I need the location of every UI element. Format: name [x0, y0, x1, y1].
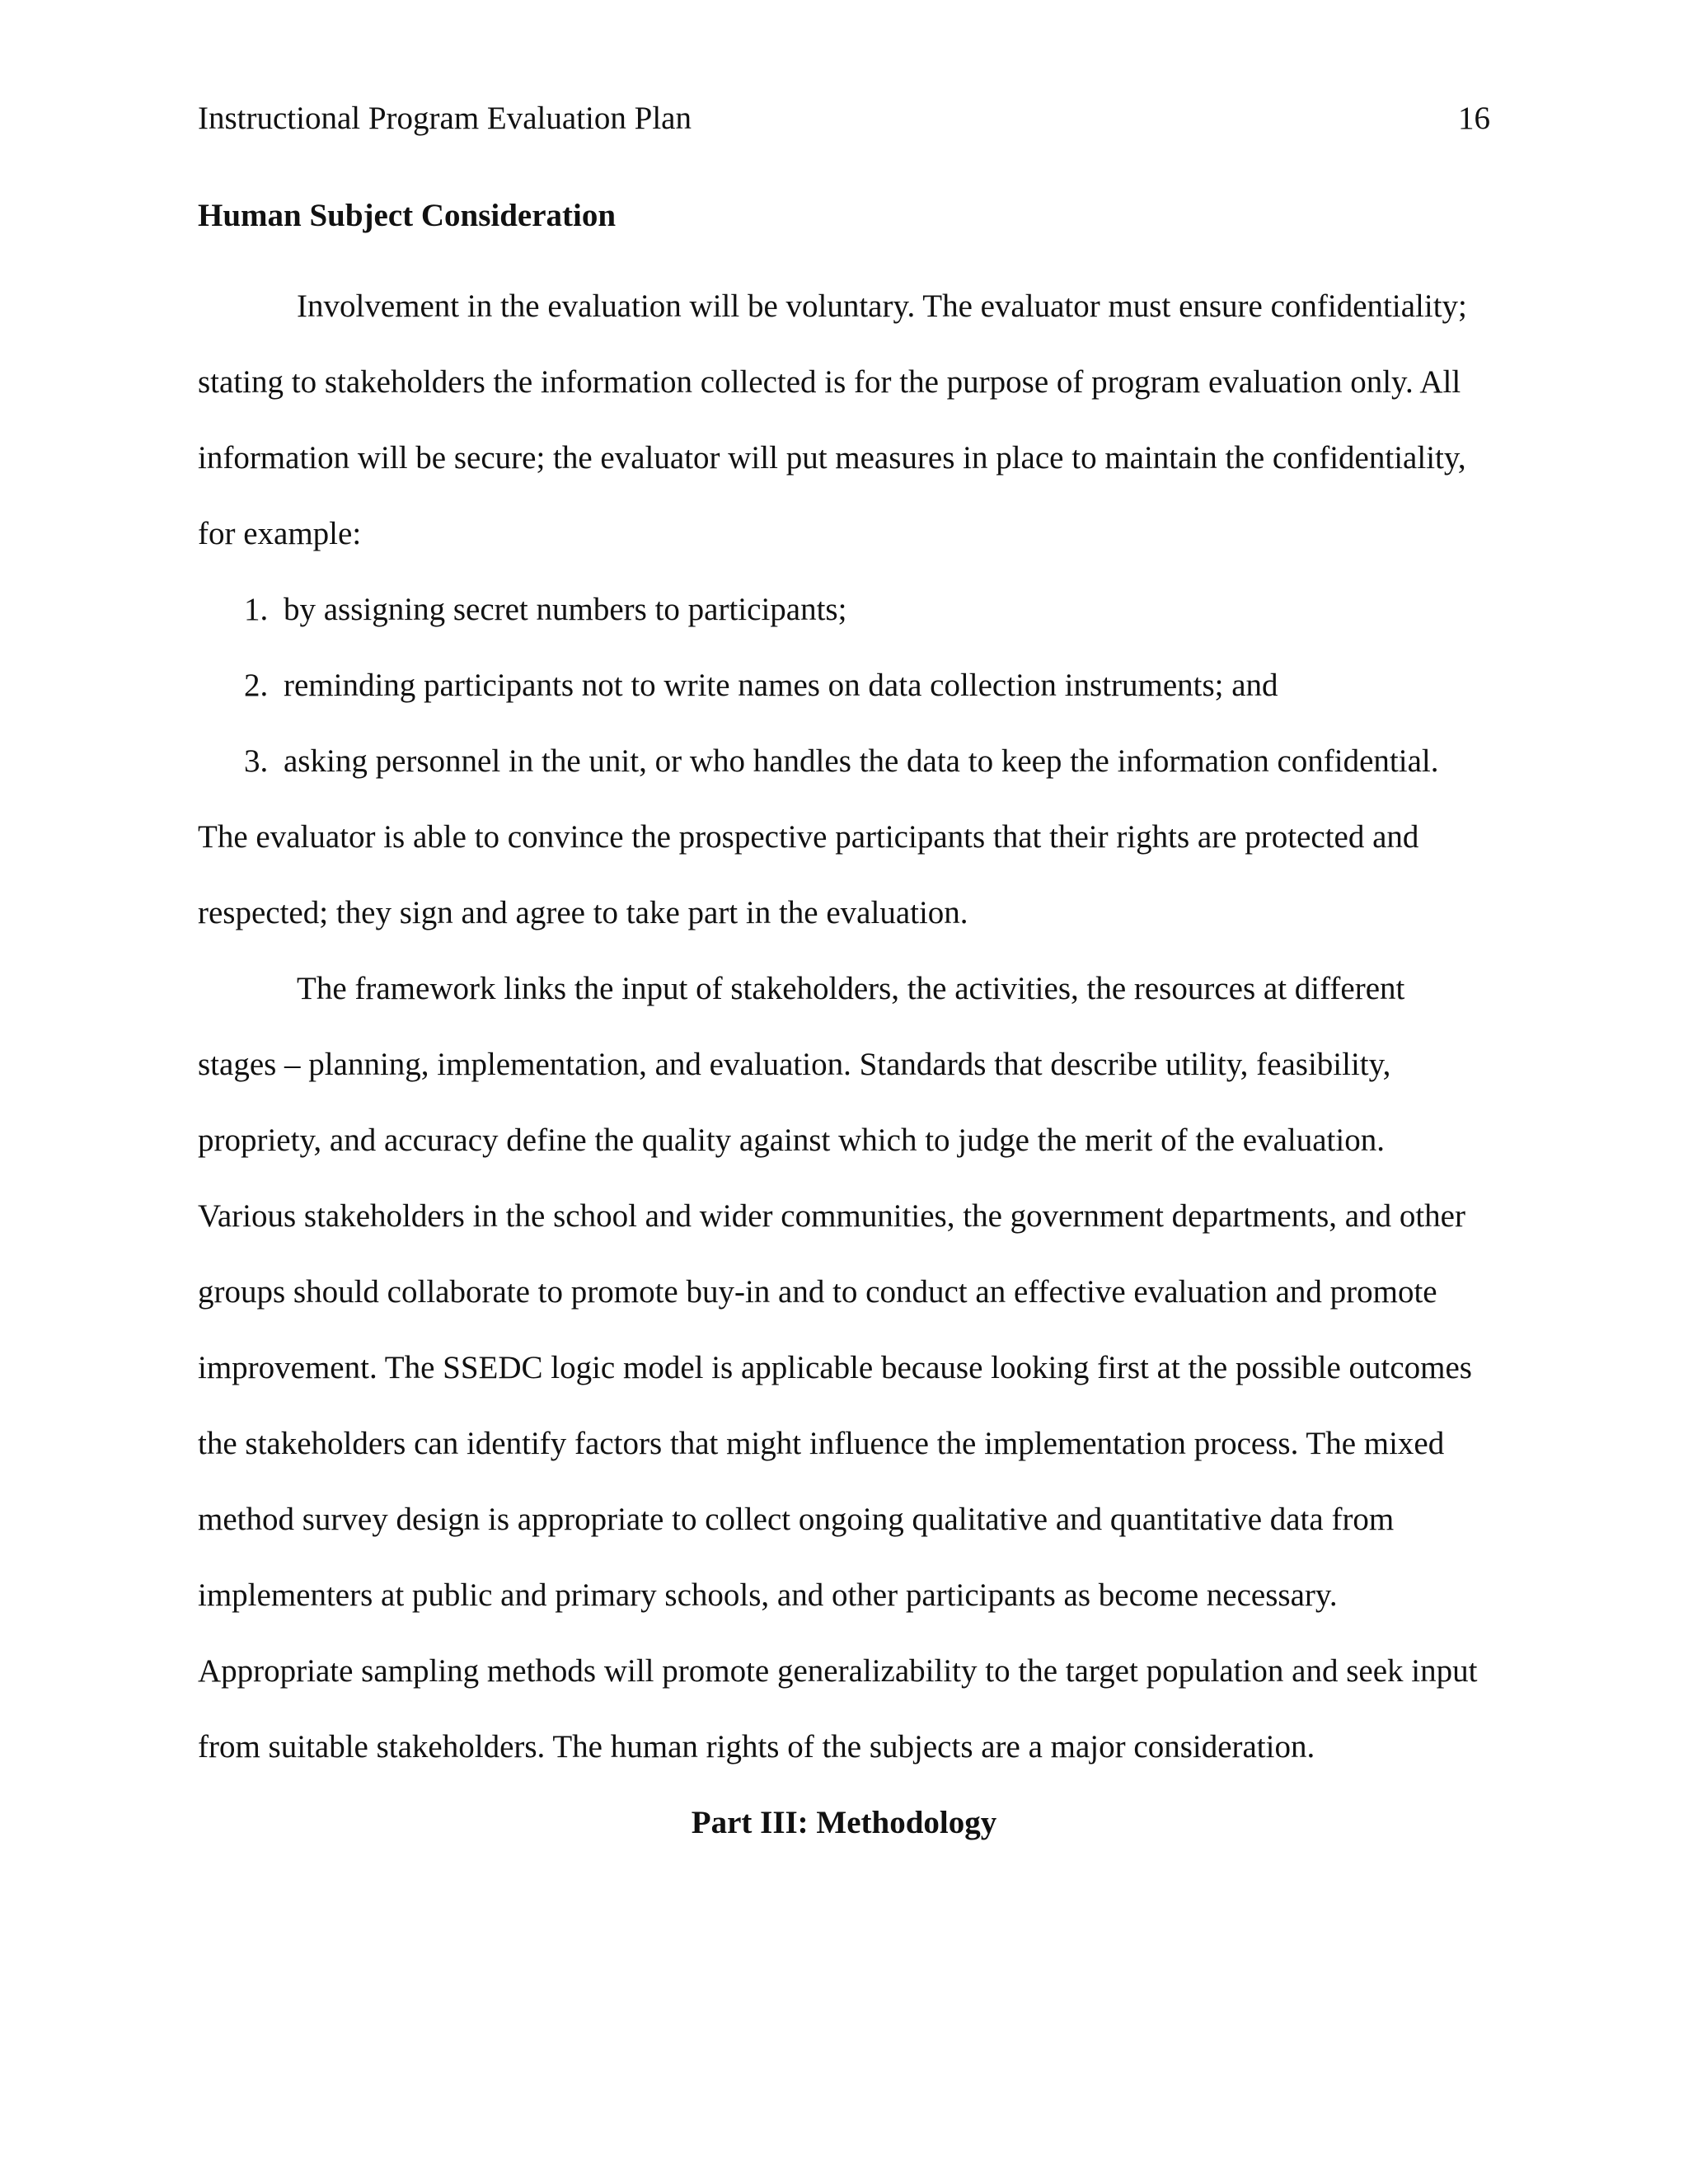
- list-text: reminding participants not to write names on data collection instruments; and: [284, 668, 1278, 703]
- section-heading: Human Subject Consideration: [198, 198, 617, 233]
- paragraph-3: The framework links the input of stakeholders, the activities, the resources at different stages – planning, implementation, and evaluation. Standards that describe utility, feasibility, propriety, and accuracy define the quality against which to judge the merit of the evaluation. Various stakeholders in the school and wider communities, the government departments, and other groups should collaborate to promote buy-in and to conduct an effective evaluation and promote improvement. The SSEDC logic model is applicable because looking first at the possible outcomes the stakeholders can identify factors that might influence the implementation process. The mixed method survey design is appropriate to collect ongoing qualitative and quantitative data from implementers at public and primary schools, and other participants as become necessary. Appropriate sampling methods will promote generalizability to the target population and seek input from suitable stakeholders. The human rights of the subjects are a major consideration.: [198, 971, 1478, 1765]
- section-body: [198, 269, 1490, 1785]
- running-header: [198, 96, 1490, 142]
- page-number: 16: [1458, 101, 1490, 136]
- list-item: [198, 648, 1490, 724]
- paragraph-2: The evaluator is able to convince the prospective participants that their rights are protected and respected; they sign and agree to take part in the evaluation.: [198, 819, 1419, 930]
- list-number: 1.: [244, 592, 269, 627]
- list-text: asking personnel in the unit, or who handles the data to keep the information confidential.: [284, 743, 1439, 779]
- confidentiality-list: [198, 572, 1490, 799]
- list-text: by assigning secret numbers to participants;: [284, 592, 847, 627]
- paragraph-1: Involvement in the evaluation will be voluntary. The evaluator must ensure confidentiality; stating to stakeholders the information collected is for the purpose of program evaluation only. All information will be secure; the evaluator will put measures in place to maintain the confidentiality, for example:: [198, 288, 1467, 551]
- list-number: 2.: [244, 668, 269, 703]
- list-number: 3.: [244, 743, 269, 779]
- list-item: [198, 572, 1490, 648]
- part-heading: Part III: Methodology: [691, 1805, 997, 1840]
- running-title: Instructional Program Evaluation Plan: [198, 101, 692, 136]
- list-item: [198, 724, 1490, 799]
